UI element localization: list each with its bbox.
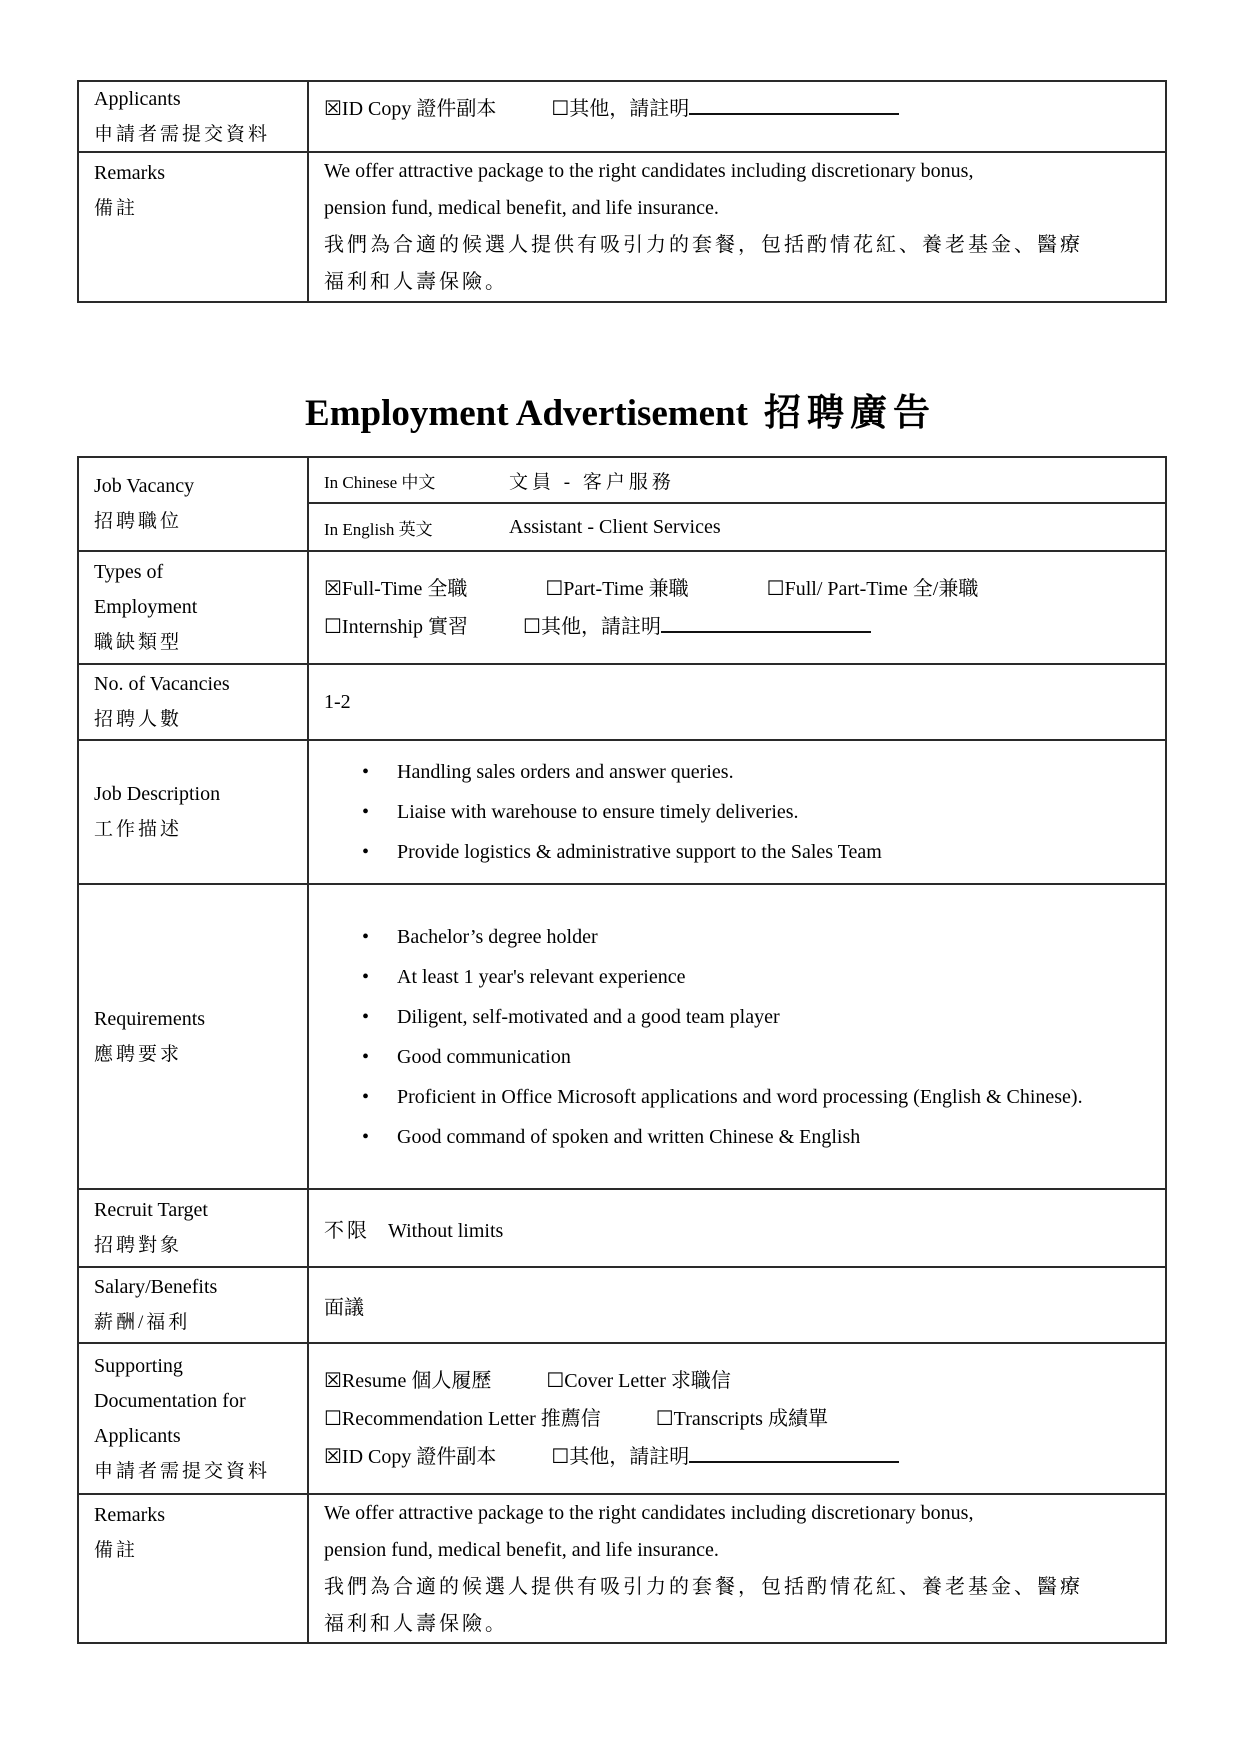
checkbox-line bbox=[324, 1362, 1153, 1400]
remarks-line: 我們為合適的候選人提供有吸引力的套餐，包括酌情花紅、養老基金、醫療 bbox=[324, 234, 1083, 256]
label-en: Types of bbox=[94, 561, 164, 583]
table-row-supporting-documentation bbox=[79, 1344, 1165, 1495]
label-cell-job-vacancy bbox=[79, 458, 309, 550]
job-title-english: Assistant - Client Services bbox=[509, 515, 721, 538]
value-cell-applicants bbox=[309, 82, 1165, 151]
label-zh: 招聘職位 bbox=[94, 511, 183, 532]
blank-underline bbox=[689, 1445, 899, 1463]
checkbox-option-full-time: ☒Full-Time 全職 bbox=[324, 577, 468, 600]
table-row-job-description bbox=[79, 741, 1165, 885]
page-title-zh: 招聘廣告 bbox=[763, 393, 936, 434]
subrow-in-english bbox=[309, 504, 1165, 550]
checkbox-line bbox=[324, 608, 1153, 646]
label-zh: 備註 bbox=[94, 1540, 139, 1561]
checkbox-option-internship: ☐Internship 實習 bbox=[324, 615, 469, 638]
table-row-requirements bbox=[79, 885, 1165, 1190]
value-cell-remarks bbox=[309, 1495, 1165, 1642]
requirements-list bbox=[324, 917, 1153, 1157]
label-en: Remarks bbox=[94, 162, 166, 184]
table-row-no-of-vacancies bbox=[79, 665, 1165, 741]
remarks-line: pension fund, medical benefit, and life insurance. bbox=[324, 1538, 719, 1561]
checkbox-option-id-copy: ☒ID Copy 證件副本 bbox=[324, 1445, 497, 1468]
label-zh: 職缺類型 bbox=[94, 632, 183, 653]
caption-in-english: In English 英文 bbox=[324, 519, 433, 539]
remarks-line: 我們為合適的候選人提供有吸引力的套餐，包括酌情花紅、養老基金、醫療 bbox=[324, 1575, 1083, 1598]
label-zh: 工作描述 bbox=[94, 819, 183, 840]
table-row-recruit-target bbox=[79, 1190, 1165, 1268]
label-en: Documentation for bbox=[94, 1389, 246, 1412]
table-row-remarks bbox=[79, 1495, 1165, 1642]
employment-ad-table bbox=[77, 456, 1167, 1644]
table-row-job-vacancy bbox=[79, 458, 1165, 552]
label-zh: 招聘人數 bbox=[94, 709, 183, 730]
label-cell-requirements bbox=[79, 885, 309, 1188]
list-item: • Proficient in Office Microsoft applications and word processing (English & Chinese). bbox=[360, 1077, 1153, 1117]
checkbox-option-transcripts: ☐Transcripts 成績單 bbox=[655, 1407, 828, 1430]
checkbox-line bbox=[324, 570, 1153, 608]
label-cell-supporting-documentation bbox=[79, 1344, 309, 1493]
table-row-remarks bbox=[79, 153, 1165, 301]
checkbox-option-other: ☐其他，請註明 bbox=[551, 90, 899, 128]
checkbox-line bbox=[324, 90, 1153, 128]
blank-underline bbox=[661, 615, 871, 633]
remarks-line: 福利和人壽保險。 bbox=[324, 271, 508, 293]
remarks-line: We offer attractive package to the right candidates including discretionary bonus, bbox=[324, 160, 974, 182]
checkbox-option-full-part-time: ☐Full/ Part-Time 全/兼職 bbox=[766, 577, 979, 600]
value-cell-recruit-target bbox=[309, 1190, 1165, 1266]
job-description-list bbox=[324, 752, 1153, 872]
page-title bbox=[0, 390, 1241, 438]
list-item: • Handling sales orders and answer queries. bbox=[360, 752, 1153, 792]
checkbox-option: ☒ID Copy 證件副本 bbox=[324, 98, 497, 120]
page-title-en: Employment Advertisement bbox=[305, 393, 748, 434]
value-cell-salary-benefits bbox=[309, 1268, 1165, 1342]
value-cell-remarks bbox=[309, 153, 1165, 301]
label-en: Remarks bbox=[94, 1504, 166, 1526]
table-row-applicants bbox=[79, 82, 1165, 153]
label-cell-employment-types bbox=[79, 552, 309, 663]
checkbox-line bbox=[324, 1438, 1153, 1476]
label-en: Applicants bbox=[94, 1424, 181, 1447]
label-zh: 備註 bbox=[94, 198, 139, 219]
value-cell-employment-types bbox=[309, 552, 1165, 663]
label-en: Employment bbox=[94, 596, 198, 618]
label-cell-no-of-vacancies bbox=[79, 665, 309, 739]
label-en: Job Description bbox=[94, 783, 221, 805]
value-cell-job-vacancy bbox=[309, 458, 1165, 550]
label-cell-recruit-target bbox=[79, 1190, 309, 1266]
remarks-line: pension fund, medical benefit, and life insurance. bbox=[324, 197, 719, 219]
label-en: Job Vacancy bbox=[94, 475, 195, 497]
value-cell-job-description bbox=[309, 741, 1165, 883]
label-cell-applicants bbox=[79, 82, 309, 151]
blank-underline bbox=[689, 97, 899, 115]
salary-value: 面議 bbox=[324, 1296, 364, 1319]
label-en: Applicants bbox=[94, 87, 181, 110]
subrow-in-chinese bbox=[309, 458, 1165, 504]
list-item: • Good communication bbox=[360, 1037, 1153, 1077]
label-zh: 申請者需提交資料 bbox=[94, 123, 271, 145]
label-cell-remarks bbox=[79, 153, 309, 301]
label-zh: 應聘要求 bbox=[94, 1043, 183, 1065]
vacancies-count: 1-2 bbox=[324, 690, 351, 713]
caption-in-chinese: In Chinese 中文 bbox=[324, 472, 436, 492]
label-en: Salary/Benefits bbox=[94, 1276, 218, 1298]
label-en: Supporting bbox=[94, 1354, 183, 1377]
checkbox-option-part-time: ☐Part-Time 兼職 bbox=[545, 577, 689, 600]
label-en: Recruit Target bbox=[94, 1199, 208, 1221]
checkbox-option-cover-letter: ☐Cover Letter 求職信 bbox=[546, 1369, 731, 1392]
value-cell-requirements bbox=[309, 885, 1165, 1188]
label-cell-job-description bbox=[79, 741, 309, 883]
label-zh: 招聘對象 bbox=[94, 1235, 183, 1256]
label-zh: 申請者需提交資料 bbox=[94, 1460, 271, 1482]
table-row-employment-types bbox=[79, 552, 1165, 665]
top-table bbox=[77, 80, 1167, 303]
list-item: • Bachelor’s degree holder bbox=[360, 917, 1153, 957]
value-cell-supporting-documentation bbox=[309, 1344, 1165, 1493]
list-item: • Liaise with warehouse to ensure timely deliveries. bbox=[360, 792, 1153, 832]
label-cell-remarks bbox=[79, 1495, 309, 1642]
checkbox-option-recommendation-letter: ☐Recommendation Letter 推薦信 bbox=[324, 1407, 601, 1430]
list-item: • At least 1 year's relevant experience bbox=[360, 957, 1153, 997]
table-row-salary-benefits bbox=[79, 1268, 1165, 1344]
label-zh: 薪酬/福利 bbox=[94, 1312, 191, 1333]
checkbox-line bbox=[324, 1400, 1153, 1438]
list-item: • Good command of spoken and written Chinese & English bbox=[360, 1117, 1153, 1157]
checkbox-option-other: ☐其他，請註明 bbox=[551, 1438, 899, 1476]
job-title-chinese: 文員 - 客户服務 bbox=[509, 471, 675, 493]
list-item: • Diligent, self-motivated and a good team player bbox=[360, 997, 1153, 1037]
recruit-target-en: Without limits bbox=[388, 1219, 504, 1242]
list-item: • Provide logistics & administrative support to the Sales Team bbox=[360, 832, 1153, 872]
value-cell-no-of-vacancies bbox=[309, 665, 1165, 739]
remarks-line: We offer attractive package to the right candidates including discretionary bonus, bbox=[324, 1501, 974, 1524]
label-cell-salary-benefits bbox=[79, 1268, 309, 1342]
recruit-target-zh: 不限 bbox=[324, 1219, 370, 1242]
remarks-line: 福利和人壽保險。 bbox=[324, 1612, 508, 1635]
label-en: Requirements bbox=[94, 1007, 206, 1030]
label-en: No. of Vacancies bbox=[94, 673, 230, 695]
checkbox-option-other: ☐其他，請註明 bbox=[523, 608, 871, 646]
checkbox-option-resume: ☒Resume 個人履歷 bbox=[324, 1369, 492, 1392]
